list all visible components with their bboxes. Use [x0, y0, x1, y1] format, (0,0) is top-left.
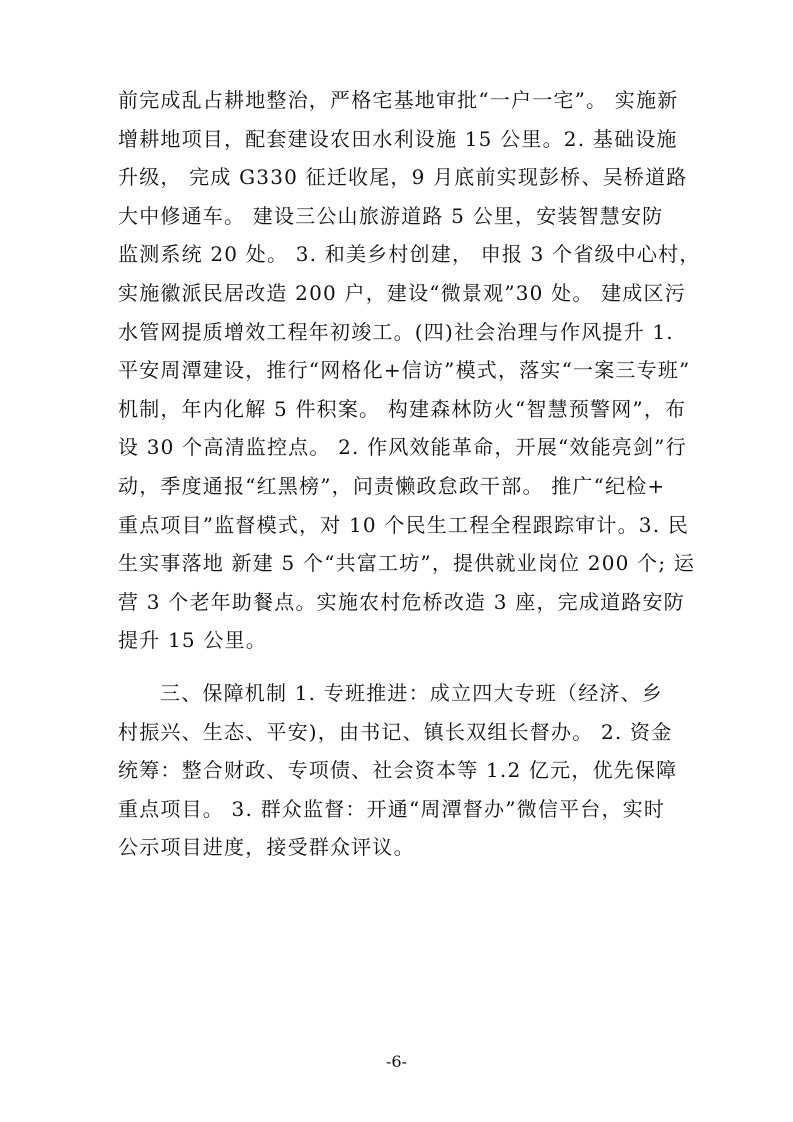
- text-line: 实施徽派民居改造 200 户，建设“微景观”30 处。 建成区污: [118, 280, 686, 305]
- text-line: 动，季度通报“红黑榜”，问责懒政怠政干部。 推广“纪检+: [118, 473, 666, 498]
- text-line: 设 30 个高清监控点。 2. 作风效能革命，开展“效能亮剑”行: [118, 435, 687, 460]
- text-line: 营 3 个老年助餐点。实施农村危桥改造 3 座，完成道路安防: [118, 589, 685, 614]
- text-line: 公示项目进度，接受群众评议。: [118, 835, 415, 860]
- page-number: -6-: [386, 1052, 407, 1071]
- text-line: 重点项目。 3. 群众监督：开通“周潭督办”微信平台，实时: [118, 796, 666, 821]
- text-line: 前完成乱占耕地整治，严格宅基地审批“一户一宅”。 实施新: [118, 88, 679, 112]
- text-line: 村振兴、生态、平安)，由书记、镇长双组长督办。 2. 资金: [118, 719, 673, 744]
- text-line: 水管网提质增效工程年初竣工。(四)社会治理与作风提升 1.: [118, 319, 674, 344]
- text-line: 机制，年内化解 5 件积案。 构建森林防火“智慧预警网”，布: [118, 396, 687, 421]
- text-line: 提升 15 公里。: [118, 628, 267, 653]
- text-line: 大中修通车。 建设三公山旅游道路 5 公里，安装智慧安防: [118, 203, 664, 228]
- text-line: 生实事落地 新建 5 个“共富工坊”，提供就业岗位 200 个; 运: [118, 551, 696, 576]
- text-line: 平安周潭建设，推行“网格化+信访”模式，落实“一案三专班”: [118, 358, 691, 383]
- text-line: 重点项目”监督模式，对 10 个民生工程全程跟踪审计。3. 民: [118, 512, 690, 537]
- text-line: 监测系统 20 处。 3. 和美乡村创建， 申报 3 个省级中心村，: [118, 242, 701, 267]
- section-heading-line: 三、保障机制 1. 专班推进：成立四大专班（经济、乡: [160, 680, 663, 705]
- text-line: 增耕地项目，配套建设农田水利设施 15 公里。2. 基础设施: [118, 126, 678, 151]
- text-line: 统筹：整合财政、专项债、社会资本等 1.2 亿元，优先保障: [118, 758, 678, 783]
- document-body: [118, 81, 701, 867]
- text-line: 升级， 完成 G330 征迁收尾，9 月底前实现彭桥、吴桥道路: [118, 165, 688, 190]
